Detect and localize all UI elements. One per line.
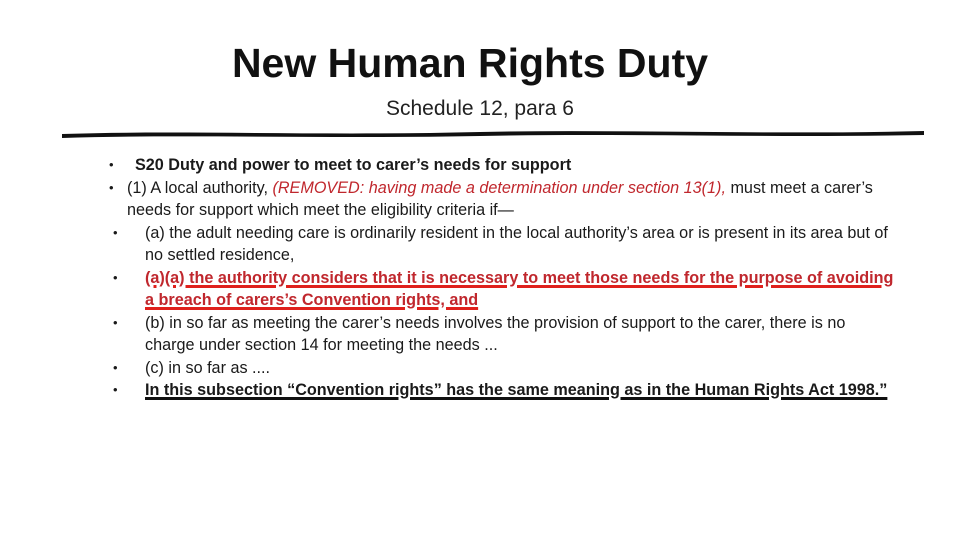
slide-title: New Human Rights Duty [231,40,709,86]
bullet-icon: • [109,157,114,172]
list-item [105,357,895,380]
convention-rights-definition: In this subsection “Convention rights” has the same meaning as in the Human Rights Act 1998.” [145,381,888,399]
bullet-icon: • [109,179,114,195]
brush-divider [60,126,926,140]
inserted-clause-aa: (a)(a) the authority considers that it is necessary to meet those needs for the purpose of avoiding a breach of carers’s Convention rights, and [145,268,894,309]
clause-a: (a) the adult needing care is ordinarily resident in the local authority’s area or is present in its area but of no settled residence, [145,223,888,264]
bullet-icon: • [113,382,118,397]
clause-1-post: must meet a carer’s needs for support which meet the eligibility criteria if— [127,178,873,219]
clause-b: (b) in so far as meeting the carer’s needs involves the provision of support to the carer, there is no charge under section 14 for meeting the needs ... [145,313,846,354]
bullet-icon: • [113,224,118,240]
bullet-icon: • [113,359,118,375]
bullet-icon: • [113,314,118,330]
duty-heading: S20 Duty and power to meet to carer’s needs for support [135,156,572,174]
list-item [105,222,895,267]
bullet-icon: • [113,269,118,285]
clause-c: (c) in so far as .... [145,358,271,377]
list-item [105,154,895,177]
list-item [105,267,895,312]
bullet-list [105,154,895,402]
removed-text: (REMOVED: having made a determination under section 13(1), [272,178,726,197]
slide-subtitle: Schedule 12, para 6 [386,97,574,120]
list-item [105,312,895,357]
list-item [105,177,895,222]
list-item [105,379,895,402]
clause-1-pre: (1) A local authority, [127,178,268,197]
